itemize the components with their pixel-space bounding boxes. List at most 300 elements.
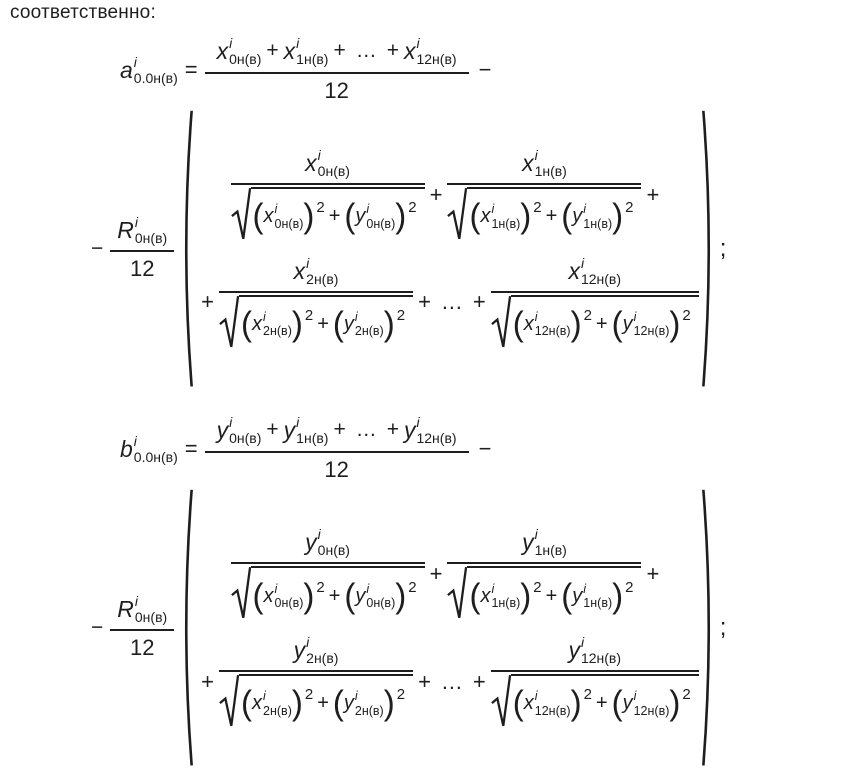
bracket-row — [196, 148, 699, 242]
math-operator: − — [478, 436, 492, 462]
squared-term — [512, 683, 592, 722]
fraction-numerator — [491, 635, 699, 672]
formula-b — [10, 415, 847, 768]
open-paren-icon: ( — [332, 304, 344, 343]
fraction — [231, 527, 425, 621]
variable-base: x — [305, 150, 317, 177]
open-paren-icon: ( — [332, 683, 344, 722]
variable-subscript: 12н(в) — [580, 270, 622, 287]
radicand — [511, 295, 699, 350]
math-variable — [294, 635, 339, 665]
open-paren-icon: ( — [241, 683, 253, 722]
math-variable — [344, 311, 384, 338]
variable-subscript: 12н(в) — [534, 703, 571, 718]
variable-superscript: i — [583, 581, 587, 596]
formula-b-coefficient — [86, 594, 176, 661]
open-paren-icon: ( — [561, 575, 573, 615]
variable-subscript: 1н(в) — [296, 430, 329, 447]
square-root — [219, 674, 413, 729]
fraction-numerator — [231, 527, 425, 564]
fraction-denominator — [110, 631, 174, 661]
variable-base: x — [263, 205, 274, 228]
math-variable — [252, 690, 292, 717]
close-paren-icon: ) — [612, 196, 624, 236]
math-operator: = — [184, 436, 198, 462]
radical-icon — [219, 674, 239, 729]
variable-subscript: 0н(в) — [134, 609, 168, 626]
variable-subscript: 12н(в) — [416, 51, 457, 67]
variable-base: y — [622, 692, 633, 715]
math-variable — [305, 527, 350, 557]
variable-subscript: 0.0н(в) — [133, 449, 178, 466]
variable-subscript: 1н(в) — [583, 596, 613, 611]
variable-subscript: 2н(в) — [354, 703, 384, 718]
radicand — [251, 566, 425, 621]
fraction-numerator — [231, 148, 425, 185]
math-variable — [264, 583, 304, 610]
variable-base: y — [522, 529, 534, 556]
variable-superscript: i — [416, 35, 420, 51]
close-paren-icon: ) — [395, 196, 407, 236]
variable-base: x — [293, 257, 306, 284]
variable-base: y — [343, 312, 354, 335]
math-operator: + — [429, 181, 443, 207]
math-operator: − — [478, 57, 492, 82]
expression-sequence — [217, 415, 457, 445]
denominator-12: 12 — [129, 256, 155, 282]
variable-base: y — [355, 584, 366, 607]
fraction — [205, 36, 469, 104]
variable-superscript: i — [354, 689, 358, 704]
square-root — [447, 566, 641, 621]
variable-subscript: 12н(в) — [534, 324, 571, 339]
math-variable — [252, 311, 292, 338]
variable-scripts — [318, 527, 350, 557]
variable-base: R — [117, 596, 134, 623]
fraction — [491, 635, 699, 729]
math-operator: − — [91, 615, 104, 639]
exponent-two: 2 — [583, 686, 592, 704]
fraction — [110, 594, 174, 661]
variable-superscript: i — [274, 202, 278, 217]
formula-b-punctuation: ; — [719, 613, 727, 641]
radical-icon — [491, 295, 511, 350]
variable-base: y — [293, 636, 306, 663]
variable-superscript: i — [263, 309, 266, 324]
variable-subscript: 0н(в) — [317, 542, 350, 559]
fraction-denominator — [205, 74, 469, 104]
fraction-numerator — [110, 594, 174, 631]
fraction — [219, 635, 413, 729]
close-paren-icon: ) — [383, 304, 395, 343]
variable-superscript: i — [491, 202, 495, 217]
right-paren-icon — [701, 108, 716, 389]
variable-base: x — [522, 150, 534, 177]
variable-scripts — [416, 36, 456, 66]
variable-subscript: 0н(в) — [274, 596, 304, 611]
open-paren-icon: ( — [252, 196, 264, 236]
exponent-two: 2 — [533, 199, 542, 217]
math-variable — [217, 415, 262, 445]
math-operator: + — [317, 312, 329, 335]
variable-superscript: i — [134, 593, 139, 610]
fraction-numerator — [447, 148, 641, 185]
math-variable — [572, 203, 612, 230]
radicand — [511, 674, 699, 729]
squared-term — [561, 196, 634, 236]
squared-term — [512, 304, 592, 343]
variable-base: x — [263, 584, 274, 607]
variable-subscript: 12н(в) — [633, 324, 670, 339]
squared-term — [611, 304, 691, 343]
radical-icon — [491, 674, 511, 729]
squared-term — [469, 575, 542, 615]
variable-superscript: i — [534, 309, 538, 324]
variable-base: x — [523, 312, 534, 335]
math-operator: + — [328, 205, 341, 228]
close-paren-icon: ) — [570, 304, 582, 343]
math-variable — [355, 583, 395, 610]
math-variable — [344, 690, 384, 717]
variable-superscript: i — [580, 633, 585, 650]
variable-scripts — [275, 203, 304, 230]
variable-superscript: i — [134, 214, 139, 231]
right-paren-icon — [701, 487, 716, 768]
close-paren-icon: ) — [303, 196, 315, 236]
open-paren-icon: ( — [344, 575, 356, 615]
variable-scripts — [366, 203, 395, 230]
close-paren-icon: ) — [291, 683, 303, 722]
math-variable — [264, 203, 304, 230]
squared-term — [344, 196, 417, 236]
math-variable — [568, 256, 621, 286]
variable-subscript: 2н(в) — [306, 270, 339, 287]
variable-superscript: i — [296, 414, 300, 431]
fraction — [205, 415, 469, 483]
radical-icon — [231, 566, 251, 621]
variable-scripts — [263, 690, 292, 717]
radicand — [239, 295, 413, 350]
math-operator: + — [266, 418, 279, 442]
fraction — [447, 527, 641, 621]
radicand — [251, 187, 425, 242]
variable-scripts — [416, 415, 456, 445]
math-operator: + — [333, 39, 346, 62]
open-paren-icon: ( — [512, 304, 524, 343]
variable-superscript: i — [366, 202, 370, 217]
math-variable — [355, 203, 395, 230]
variable-superscript: i — [534, 526, 538, 543]
variable-superscript: i — [583, 202, 587, 217]
math-operator: − — [91, 236, 104, 260]
math-variable — [623, 311, 670, 338]
variable-scripts — [263, 311, 292, 338]
variable-superscript: i — [263, 689, 266, 704]
math-variable — [522, 527, 567, 557]
variable-scripts — [366, 583, 395, 610]
math-operator: + — [472, 668, 486, 694]
variable-scripts — [535, 148, 567, 178]
variable-scripts — [491, 583, 520, 610]
variable-superscript: i — [133, 54, 137, 70]
exponent-two: 2 — [316, 578, 325, 596]
radicand — [467, 566, 641, 621]
variable-superscript: i — [580, 254, 585, 271]
open-paren-icon: ( — [241, 304, 253, 343]
fraction-denominator — [447, 564, 641, 621]
squared-term — [241, 683, 314, 722]
open-paren-icon: ( — [611, 683, 623, 722]
variable-superscript: i — [274, 581, 278, 596]
variable-superscript: i — [416, 414, 420, 431]
fraction — [231, 148, 425, 242]
squared-term — [241, 304, 314, 343]
math-variable — [120, 55, 178, 85]
variable-scripts — [535, 311, 571, 338]
variable-superscript: i — [534, 689, 538, 704]
variable-subscript: 2н(в) — [263, 703, 292, 718]
math-variable — [568, 635, 621, 665]
squared-term — [332, 683, 406, 722]
variable-superscript: i — [633, 309, 637, 324]
variable-base: x — [403, 37, 416, 64]
formula-b-bracket-line — [86, 487, 847, 768]
denominator-12: 12 — [324, 78, 349, 103]
close-paren-icon: ) — [291, 304, 303, 343]
variable-superscript: i — [534, 147, 538, 164]
squared-term — [332, 304, 406, 343]
radical-icon — [219, 295, 239, 350]
formula-a — [10, 36, 847, 389]
close-paren-icon: ) — [669, 304, 681, 343]
variable-superscript: i — [366, 581, 370, 596]
fraction-denominator — [205, 453, 469, 483]
variable-scripts — [583, 583, 612, 610]
expression-sequence — [217, 36, 457, 66]
variable-subscript: 0н(в) — [317, 163, 350, 180]
fraction-numerator — [205, 415, 469, 453]
variable-base: x — [480, 205, 491, 228]
variable-scripts — [229, 415, 261, 445]
variable-scripts — [134, 434, 178, 464]
squared-term — [469, 196, 542, 236]
math-variable — [404, 36, 457, 66]
open-paren-icon: ( — [252, 575, 264, 615]
variable-subscript: 0н(в) — [366, 216, 396, 231]
open-paren-icon: ( — [512, 683, 524, 722]
fraction — [110, 215, 174, 282]
exponent-two: 2 — [408, 199, 417, 217]
exponent-two: 2 — [396, 686, 406, 704]
math-operator: + — [472, 289, 486, 315]
fraction-numerator — [447, 527, 641, 564]
squared-term — [252, 575, 325, 615]
variable-scripts — [355, 311, 384, 338]
variable-superscript: i — [133, 433, 137, 450]
variable-subscript: 2н(в) — [263, 324, 292, 339]
variable-scripts — [306, 256, 338, 286]
formula-a-first-line — [120, 36, 847, 104]
math-variable — [524, 311, 571, 338]
radical-icon — [447, 187, 467, 242]
math-operator: + — [595, 692, 608, 715]
squared-term — [252, 196, 325, 236]
math-variable — [117, 215, 167, 245]
variable-superscript: i — [296, 35, 300, 51]
fraction-numerator — [219, 256, 413, 293]
math-variable — [284, 36, 329, 66]
square-root — [231, 566, 425, 621]
open-paren-icon: ( — [344, 196, 356, 236]
variable-subscript: 0.0н(в) — [133, 70, 178, 86]
formula-b-first-line — [120, 415, 847, 483]
variable-scripts — [306, 635, 338, 665]
left-paren-icon — [179, 108, 194, 389]
variable-subscript: 0н(в) — [274, 216, 304, 231]
variable-scripts — [135, 594, 167, 624]
variable-base: x — [480, 584, 491, 607]
math-variable — [480, 583, 520, 610]
math-variable — [524, 690, 571, 717]
fraction — [219, 256, 413, 350]
variable-subscript: 12н(в) — [580, 649, 622, 666]
math-operator: + — [595, 312, 608, 335]
variable-scripts — [583, 203, 612, 230]
variable-subscript: 0н(в) — [229, 430, 262, 447]
intro-text: соответственно: — [10, 2, 156, 23]
math-variable — [572, 583, 612, 610]
math-operator: … — [355, 39, 377, 62]
variable-superscript: i — [306, 254, 310, 271]
exponent-two: 2 — [304, 306, 314, 324]
close-paren-icon: ) — [395, 575, 407, 615]
variable-base: y — [343, 692, 354, 715]
math-variable — [284, 415, 329, 445]
variable-scripts — [296, 415, 328, 445]
math-operator: + — [386, 418, 399, 442]
variable-subscript: 12н(в) — [416, 430, 457, 447]
math-operator: + — [418, 668, 431, 694]
variable-base: y — [355, 205, 366, 228]
variable-scripts — [491, 203, 520, 230]
variable-base: x — [252, 312, 263, 335]
fraction-denominator — [491, 672, 699, 729]
fraction-numerator — [491, 256, 699, 293]
variable-superscript: i — [354, 309, 358, 324]
variable-base: y — [305, 529, 317, 556]
math-variable — [404, 415, 457, 445]
variable-base: y — [572, 205, 583, 228]
bracket-row — [196, 256, 699, 350]
formula-a-punctuation: ; — [719, 234, 727, 262]
variable-base: a — [120, 56, 133, 83]
square-root — [491, 674, 699, 729]
variable-superscript: i — [306, 633, 310, 650]
variable-base: y — [572, 584, 583, 607]
variable-scripts — [275, 583, 304, 610]
variable-subscript: 1н(в) — [491, 216, 521, 231]
math-variable — [294, 256, 339, 286]
open-paren-icon: ( — [561, 196, 573, 236]
math-operator: + — [429, 561, 443, 587]
math-operator: … — [440, 668, 463, 694]
variable-subscript: 1н(в) — [296, 51, 329, 67]
variable-base: y — [622, 312, 633, 335]
variable-subscript: 1н(в) — [534, 163, 567, 180]
variable-scripts — [296, 36, 328, 66]
square-root — [447, 187, 641, 242]
variable-scripts — [535, 527, 567, 557]
math-operator: + — [545, 205, 558, 228]
variable-scripts — [355, 690, 384, 717]
math-variable — [305, 148, 350, 178]
variable-superscript: i — [229, 414, 233, 431]
math-operator: … — [440, 289, 463, 315]
math-variable — [117, 594, 167, 624]
math-operator: + — [201, 668, 215, 694]
bracket-row — [196, 635, 699, 729]
variable-scripts — [581, 256, 621, 286]
fraction-denominator — [491, 293, 699, 350]
variable-base: b — [120, 436, 133, 463]
square-root — [231, 187, 425, 242]
variable-scripts — [634, 690, 670, 717]
close-paren-icon: ) — [520, 575, 532, 615]
variable-base: x — [252, 692, 263, 715]
math-variable — [217, 36, 262, 66]
variable-superscript: i — [317, 526, 321, 543]
variable-superscript: i — [229, 35, 233, 51]
radical-icon — [231, 187, 251, 242]
math-operator: + — [201, 289, 215, 315]
variable-base: x — [283, 37, 296, 64]
math-variable — [522, 148, 567, 178]
exponent-two: 2 — [625, 199, 634, 217]
variable-subscript: 2н(в) — [354, 324, 384, 339]
math-operator: + — [328, 584, 341, 607]
variable-subscript: 1н(в) — [583, 216, 613, 231]
fraction-numerator — [110, 215, 174, 252]
variable-scripts — [634, 311, 670, 338]
variable-subscript: 12н(в) — [633, 703, 670, 718]
open-paren-icon: ( — [469, 196, 481, 236]
close-paren-icon: ) — [669, 683, 681, 722]
fraction-numerator — [205, 36, 469, 74]
math-operator: + — [646, 181, 660, 207]
formula-a-coefficient — [86, 215, 176, 282]
radicand — [467, 187, 641, 242]
fraction-numerator — [219, 635, 413, 672]
variable-scripts — [229, 36, 261, 66]
variable-subscript: 1н(в) — [534, 542, 567, 559]
square-root — [491, 295, 699, 350]
open-paren-icon: ( — [611, 304, 623, 343]
fraction — [447, 148, 641, 242]
math-variable — [120, 434, 178, 464]
math-operator: + — [333, 418, 346, 442]
exponent-two: 2 — [583, 306, 592, 324]
variable-base: y — [403, 417, 416, 444]
variable-scripts — [134, 55, 178, 85]
math-operator: = — [184, 57, 198, 82]
variable-scripts — [581, 635, 621, 665]
exponent-two: 2 — [316, 199, 325, 217]
bracket-row — [196, 527, 699, 621]
variable-base: y — [216, 417, 229, 444]
variable-base: R — [117, 217, 134, 244]
variable-subscript: 0н(в) — [229, 51, 262, 67]
variable-base: x — [568, 257, 580, 284]
